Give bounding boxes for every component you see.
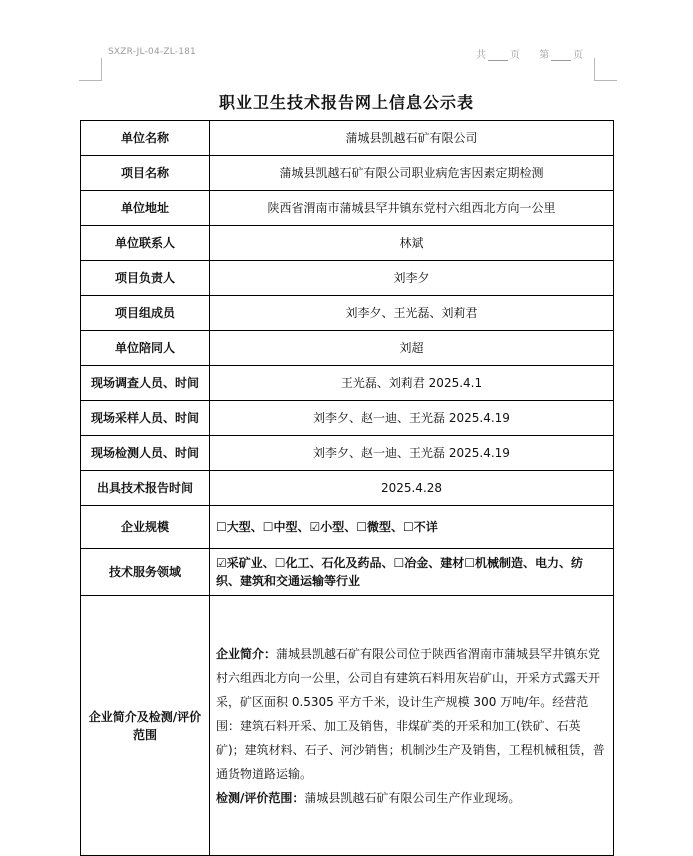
unit-address-value: 陕西省渭南市蒲城县罕井镇东党村六组西北方向一公里 xyxy=(210,191,614,226)
testing-label: 现场检测人员、时间 xyxy=(81,436,210,471)
unit-address-label: 单位地址 xyxy=(81,191,210,226)
table-row xyxy=(81,436,614,471)
page-title: 职业卫生技术报告网上信息公示表 xyxy=(218,93,474,112)
document-code: SXZR-JL-04-ZL-181 xyxy=(108,47,196,57)
service-field-label: 技术服务领域 xyxy=(81,549,210,596)
service-field-options: ☑采矿业、☐化工、石化及药品、☐冶金、建材☐机械制造、电力、纺织、建筑和交通运输等行业 xyxy=(210,549,614,596)
sampling-label: 现场采样人员、时间 xyxy=(81,401,210,436)
scale-options: ☐大型、☐中型、☑小型、☐微型、☐不详 xyxy=(210,506,614,549)
project-name-value: 蒲城县凯越石矿有限公司职业病危害因素定期检测 xyxy=(210,156,614,191)
unit-name-label: 单位名称 xyxy=(81,121,210,156)
table-row xyxy=(81,121,614,156)
project-members-label: 项目组成员 xyxy=(81,296,210,331)
table-row xyxy=(81,506,614,549)
total-pages-blank xyxy=(488,60,508,61)
survey-label: 现场调查人员、时间 xyxy=(81,366,210,401)
table-row xyxy=(81,191,614,226)
current-page-blank xyxy=(551,60,571,61)
table-row xyxy=(81,366,614,401)
unit-contact-label: 单位联系人 xyxy=(81,226,210,261)
current-page-unit: 页 xyxy=(573,50,584,61)
table-row xyxy=(81,296,614,331)
crop-mark-right xyxy=(594,58,617,81)
report-time-label: 出具技术报告时间 xyxy=(81,471,210,506)
table-row xyxy=(81,596,614,856)
intro-text: 蒲城县凯越石矿有限公司位于陕西省渭南市蒲城县罕井镇东党村六组西北方向一公里，公司自有建筑石料用灰岩矿山，开采方式露天开采，矿区面积 0.5305 平方千米，设计生产规模 300 万吨/年。经营范围：建筑石料开采、加工及销售，非煤矿类的开采和加工(铁矿、石英矿)；建筑材料、石子、河沙销售；机制沙生产及销售，工程机械租赁，普通货物道路运输。 xyxy=(216,646,605,781)
scale-label: 企业规模 xyxy=(81,506,210,549)
page-counter xyxy=(476,46,583,61)
survey-value: 王光磊、刘莉君 2025.4.1 xyxy=(210,366,614,401)
scope-heading: 检测/评价范围： xyxy=(216,790,305,805)
current-page-prefix: 第 xyxy=(539,50,550,61)
project-leader-value: 刘李夕 xyxy=(210,261,614,296)
sampling-value: 刘李夕、赵一迪、王光磊 2025.4.19 xyxy=(210,401,614,436)
table-row xyxy=(81,261,614,296)
table-row xyxy=(81,226,614,261)
report-time-value: 2025.4.28 xyxy=(210,471,614,506)
crop-mark-left xyxy=(79,58,102,81)
info-table xyxy=(80,120,614,856)
total-pages-prefix: 共 xyxy=(476,50,486,61)
intro-heading: 企业简介： xyxy=(216,646,277,661)
project-members-value: 刘李夕、王光磊、刘莉君 xyxy=(210,296,614,331)
scope-text: 蒲城县凯越石矿有限公司生产作业现场。 xyxy=(304,790,521,805)
unit-escort-label: 单位陪同人 xyxy=(81,331,210,366)
scope-paragraph xyxy=(216,786,607,810)
project-name-label: 项目名称 xyxy=(81,156,210,191)
table-row xyxy=(81,331,614,366)
unit-contact-value: 林斌 xyxy=(210,226,614,261)
intro-paragraph xyxy=(216,642,607,786)
total-pages-unit: 页 xyxy=(510,50,520,61)
testing-value: 刘李夕、赵一迪、王光磊 2025.4.19 xyxy=(210,436,614,471)
table-row xyxy=(81,401,614,436)
project-leader-label: 项目负责人 xyxy=(81,261,210,296)
unit-name-value: 蒲城县凯越石矿有限公司 xyxy=(210,121,614,156)
unit-escort-value: 刘超 xyxy=(210,331,614,366)
table-row xyxy=(81,471,614,506)
table-row xyxy=(81,549,614,596)
table-row xyxy=(81,156,614,191)
intro-label: 企业简介及检测/评价范围 xyxy=(81,596,210,856)
intro-cell xyxy=(210,596,614,856)
